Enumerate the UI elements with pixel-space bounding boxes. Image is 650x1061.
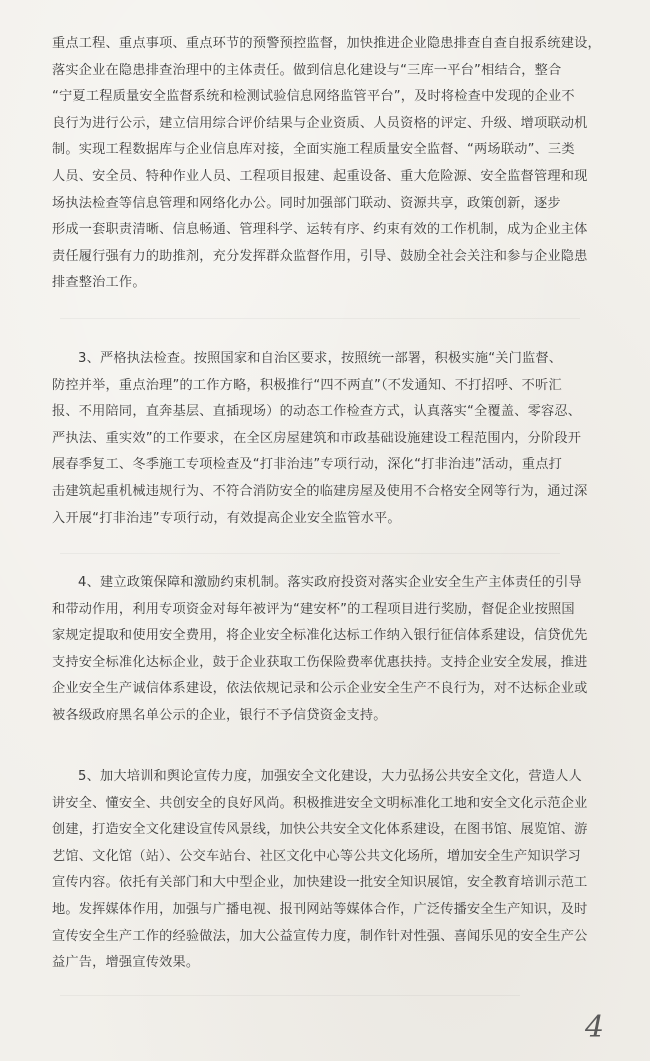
text-line: 落实企业在隐患排查治理中的主体责任。做到信息化建设与“三库一平台”相结合，整合 [52, 62, 562, 78]
text-line: 宣传安全生产工作的经验做法，加大公益宣传力度，制作针对性强、喜闻乐见的安全生产公 [52, 928, 588, 944]
text-line: “宁夏工程质量安全监督系统和检测试验信息网络监管平台”，及时将检查中发现的企业不 [52, 89, 575, 105]
text-line: 良行为进行公示，建立信用综合评价结果与企业资质、人员资格的评定、升级、增项联动机 [52, 115, 588, 131]
text-line: 企业安全生产诚信体系建设，依法依规记录和公示企业安全生产不良行为，对不达标企业或 [52, 681, 588, 697]
text-line: 入开展“打非治违”专项行动，有效提高企业安全监管水平。 [52, 510, 401, 526]
text-line: 艺馆、文化馆（站）、公交车站台、社区文化中心等公共文化场所，增加安全生产知识学习 [52, 848, 581, 864]
paragraph-1 [52, 31, 622, 297]
text-line: 责任履行强有力的助推剂，充分发挥群众监督作用，引导、鼓励全社会关注和参与企业隐患 [52, 248, 588, 264]
text-line: 被各级政府黑名单公示的企业，银行不予信贷资金支持。 [52, 707, 387, 723]
text-line: 和带动作用，利用专项资金对每年被评为“建安杯”的工程项目进行奖励，督促企业按照国 [52, 601, 575, 617]
paragraph-5 [52, 764, 622, 977]
text-line: 击建筑起重机械违规行为、不符合消防安全的临建房屋及使用不合格安全网等行为，通过深 [52, 483, 588, 499]
text-line: 5、加大培训和舆论宣传力度，加强安全文化建设，大力弘扬公共安全文化，营造人人 [78, 769, 582, 784]
text-line: 家规定提取和使用安全费用，将企业安全标准化达标工作纳入银行征信体系建设，信贷优先 [52, 628, 588, 644]
text-line: 讲安全、懂安全、共创安全的良好风尚。积极推进安全文明标准化工地和安全文化示范企业 [52, 795, 588, 811]
text-line: 防控并举，重点治理”的工作方略，积极推行“四不两直”（不发通知、不打招呼、不听汇 [52, 377, 562, 393]
text-line: 益广告，增强宣传效果。 [52, 955, 200, 971]
text-line: 场执法检查等信息管理和网络化办公。同时加强部门联动、资源共享，政策创新，逐步 [52, 195, 561, 211]
text-line: 展春季复工、冬季施工专项检查及“打非治违”专项行动，深化“打非治违”活动，重点打 [52, 457, 563, 473]
text-line: 排查整治工作。 [52, 275, 146, 291]
paragraph-4 [52, 570, 622, 730]
text-line: 制。实现工程数据库与企业信息库对接，全面实施工程质量安全监督、“两场联动”、三类 [52, 142, 575, 158]
text-line: 3、严格执法检查。按照国家和自治区要求，按照统一部署，积极实施“关门监督、 [78, 351, 563, 366]
text-line: 创建，打造安全文化建设宣传风景线，加快公共安全文化体系建设，在图书馆、展览馆、游 [52, 822, 588, 838]
page-number: 4 [585, 1010, 605, 1045]
text-line: 严执法、重实效”的工作要求，在全区房屋建筑和市政基础设施建设工程范围内，分阶段开 [52, 430, 582, 446]
text-line: 人员、安全员、特种作业人员、工程项目报建、起重设备、重大危险源、安全监督管理和现 [52, 168, 588, 184]
text-line: 报、不用陪同，直奔基层、直插现场）的动态工作检查方式，认真落实“全覆盖、零容忍、 [52, 404, 582, 420]
paragraph-3 [52, 346, 622, 532]
text-line: 形成一套职责清晰、信息畅通、管理科学、运转有序、约束有效的工作机制，成为企业主体 [52, 222, 588, 238]
faint-scan-line [60, 318, 580, 319]
text-line: 4、建立政策保障和激励约束机制。落实政府投资对落实企业安全生产主体责任的引导 [78, 575, 582, 590]
faint-scan-line [60, 553, 560, 554]
faint-scan-line [60, 995, 520, 996]
text-line: 地。发挥媒体作用，加强与广播电视、报刊网站等媒体合作，广泛传播安全生产知识，及时 [52, 901, 588, 917]
text-line: 重点工程、重点事项、重点环节的预警预控监督，加快推进企业隐患排查自查自报系统建设， [52, 36, 601, 51]
text-line: 宣传内容。依托有关部门和大中型企业，加快建设一批安全知识展馆，安全教育培训示范工 [52, 875, 588, 891]
text-line: 支持安全标准化达标企业，鼓于企业获取工伤保险费率优惠扶持。支持企业安全发展，推进 [52, 654, 588, 670]
